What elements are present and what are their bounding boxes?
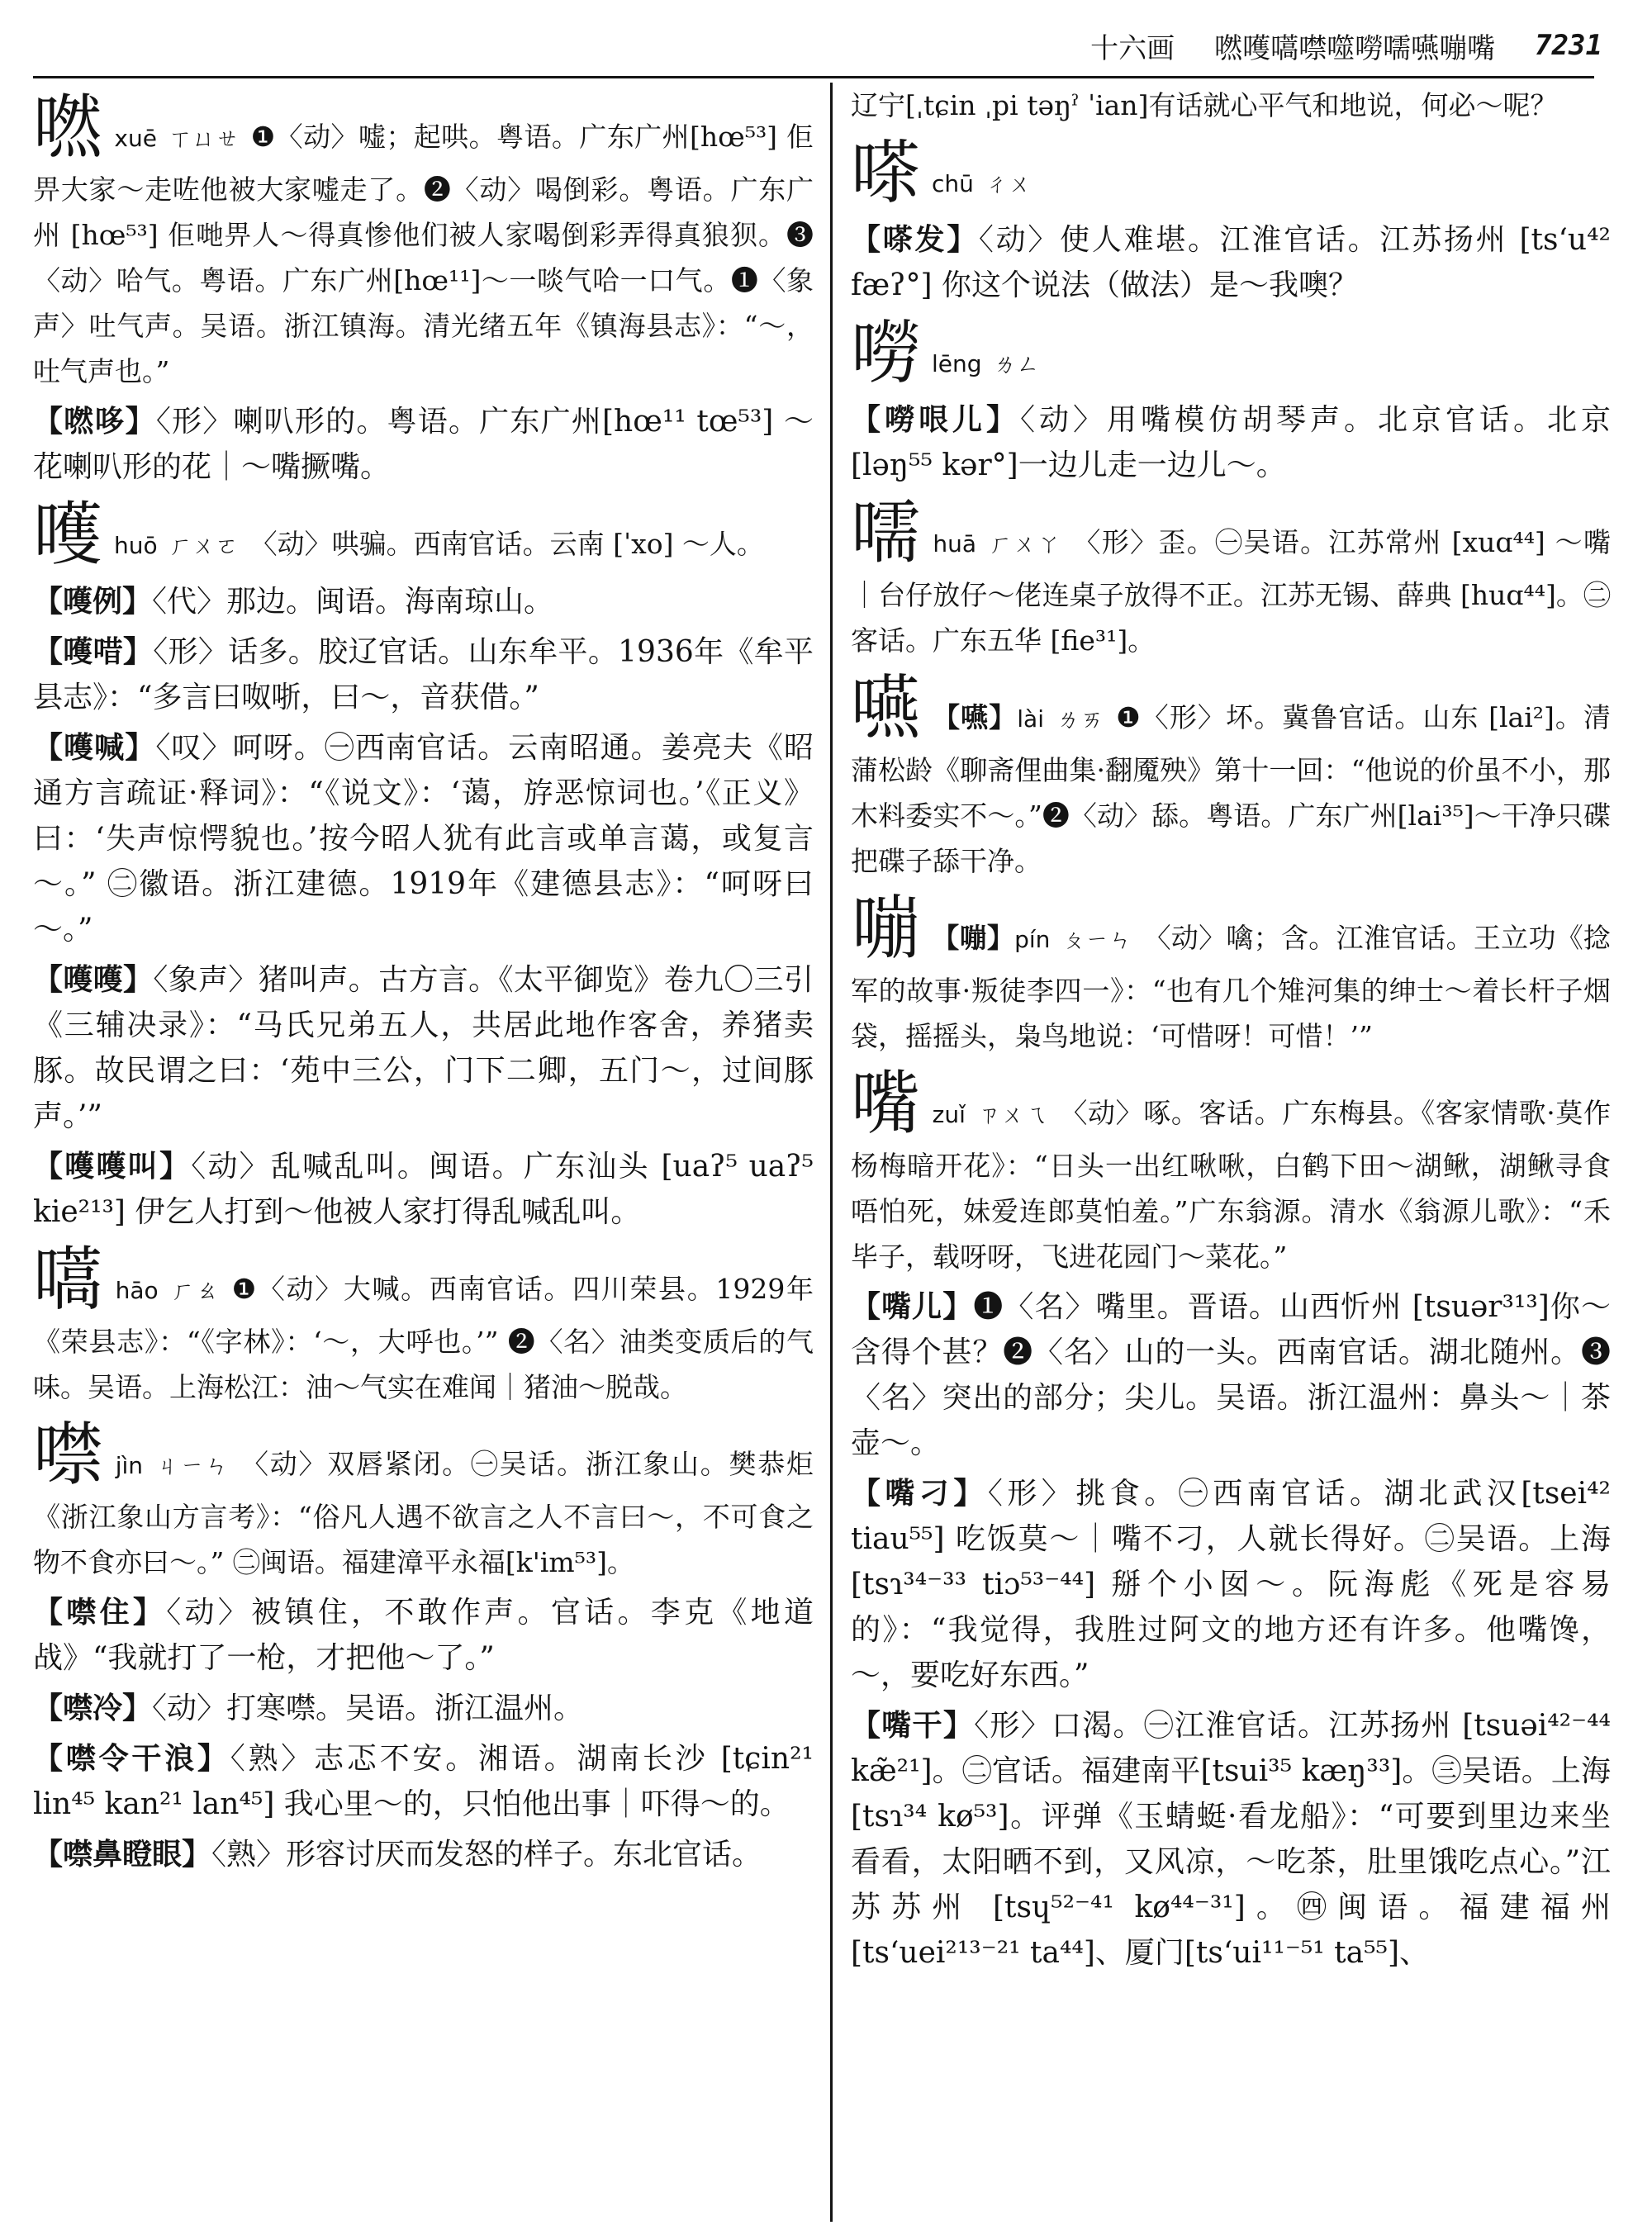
compound-entry [33,957,814,1139]
headword: 【嗏发】 [851,222,979,257]
head-entry [851,1064,1611,1279]
definition-text: 〈代〉那边。闽语。海南琼山。 [152,585,554,619]
zhuyin: ㄒㄩㄝ [168,125,240,152]
header-characters: 嘫嚄嚆噤噬嘮嚅嚥嘣嘴 [1214,31,1496,65]
zhuyin: ㄐㄧㄣ [154,1452,230,1479]
definition-text: ❶〈名〉嘴里。晋语。山西忻州 [tsuər³¹³]你～含得个甚？❷〈名〉山的一头。西南官话。湖北随州。❸〈名〉突出的部分；尖儿。吴语。浙江温州：鼻头～｜茶壶～。 [851,1290,1611,1460]
headword: 【噤冷】 [33,1691,153,1725]
definition-text: 〈熟〉志忑不安。湘语。湖南长沙 [tɕin²¹ lin⁴⁵ kan²¹ lan⁴⁵] 我心里～的，只怕他出事｜吓得～的。 [33,1742,814,1821]
definition-text: 〈动〉乱喊乱叫。闽语。广东汕头 [uaʔ⁵ uaʔ⁵ kie²¹³] 伊乞人打到～他被人家打得乱喊乱叫。 [33,1150,814,1229]
head-character: 嘴 [851,1063,921,1144]
headword: 【噤令干浪】 [33,1741,230,1776]
definition-text: 〈形〉口渴。㊀江淮官话。江苏扬州 [tsuəi⁴²⁻⁴⁴ kæ̃²¹]。㊁官话。福建南平[tsui³⁵ kæŋ³³]。㊂吴语。上海[tsɿ³⁴ kø⁵³]。评弹《玉蜻蜓·看龙船》：“可要到里边来坐看看，太阳晒不到，又风凉，～吃茶，肚里饿吃点心。”江苏苏州 [tsɥ⁵²⁻⁴¹ kø⁴⁴⁻³¹]。㊃闽语。福建福州[tsʻuei²¹³⁻²¹ ta⁴⁴]、厦门[tsʻui¹¹⁻⁵¹ ta⁵⁵]、 [851,1709,1611,1970]
head-character: 嘮 [851,312,921,393]
headword: 【嘮哏儿】 [851,402,1020,437]
pinyin: xuē [114,125,157,152]
head-entry [851,133,1611,212]
zhuyin: ㄌㄥ [993,350,1040,377]
definition-text: 〈动〉哄骗。西南官话。云南 [ˈxo] ～人。 [249,528,764,560]
compound-entry [851,1284,1611,1466]
headword: 【嚄喊】 [33,730,156,765]
pinyin: huā [933,530,976,558]
compound-entry [33,399,814,490]
headword: 【嚄嚄】 [33,962,154,997]
compound-entry [851,217,1611,308]
pinyin: hāo [115,1277,159,1304]
zhuyin: ㄏㄠ [169,1277,221,1304]
pinyin: huō [114,532,158,559]
headword: 【嘴干】 [851,1708,975,1743]
head-character: 噤 [33,1414,104,1495]
right-column [851,83,1611,1981]
column-divider [830,83,833,2222]
head-entry [33,88,814,394]
definition-text: 〈熟〉形容讨厌而发怒的样子。东北官话。 [211,1838,762,1872]
head-entry [851,313,1611,392]
headword: 【嘴刁】 [851,1476,988,1511]
definition-text: 〈形〉喇叭形的。粤语。广东广州[hœ¹¹ tœ⁵³] ～花喇叭形的花｜～嘴撅嘴。 [33,405,814,484]
headword: 【嚄例】 [33,584,153,619]
definition-text: 〈动〉噙；含。江淮官话。王立功《捻军的故事·叛徒李四一》：“也有几个雉河集的绅士～着长杆子烟袋，摇摇头，枭鸟地说：‘可惜呀！可惜！’” [851,922,1611,1052]
definition-text: 〈动〉用嘴模仿胡琴声。北京官话。北京 [ləŋ⁵⁵ kər°]一边儿走一边儿～。 [851,403,1611,482]
compound-entry [851,1471,1611,1698]
headword: 【嚄唶】 [33,634,154,669]
zhuyin: ㄌㄞ [1055,705,1105,733]
page-number: 7231 [1535,29,1602,62]
definition-text: 〈形〉挑食。㊀西南官话。湖北武汉[tsei⁴² tiau⁵⁵] 吃饭莫～｜嘴不刁，人就长得好。㊁吴语。上海 [tsɿ³⁴⁻³³ tiɔ⁵³⁻⁴⁴] 掰个小囡～。阮海彪《死是容易的》：“我觉得，我胜过阿文的地方还有许多。他嘴馋，～，要吃好东西。” [851,1477,1611,1692]
zhuyin: ㄔㄨ [985,170,1032,197]
head-character: 嘫 [33,87,103,168]
compound-entry [33,1736,814,1827]
head-character: 嚆 [33,1239,104,1320]
head-entry [851,493,1611,663]
definition-text: 〈动〉啄。客话。广东梅县。《客家情歌·莫作杨梅暗开花》：“日头一出红啾啾，白鹤下田～湖鳅，湖鳅寻食唔怕死，妹爱连郎莫怕羞。”广东翁源。清水《翁源儿歌》：“禾毕子，载呀呀，飞进花园门～菜花。” [851,1097,1611,1273]
head-entry [851,668,1611,884]
definition-text: ❶〈动〉嘘；起哄。粤语。广东广州[hœ⁵³] 佢畀大家～走咗他被大家嘘走了。❷〈动〉喝倒彩。粤语。广东广州 [hœ⁵³] 佢哋畀人～得真惨他们被人家喝倒彩弄得真狼狈。❸〈动〉哈气。粤语。广东广州[hœ¹¹]～一啖气哈一口气。❶〈象声〉吐气声。吴语。浙江镇海。清光绪五年《镇海县志》：“～，吐气声也。” [33,121,814,387]
headword: 【嘫哆】 [33,404,156,439]
page-header [0,17,1602,74]
definition-text: 〈形〉歪。㊀吴语。江苏常州 [xuɑ⁴⁴] ～嘴｜台仔放仔～佬连桌子放得不正。江苏无锡、薛典 [huɑ⁴⁴]。㊁客话。广东五华 [fie³¹]。 [851,526,1611,657]
compound-entry [851,397,1611,488]
pinyin: lēng [932,350,982,377]
definition-text: 〈动〉打寒噤。吴语。浙江温州。 [152,1691,584,1725]
headword: 【噤鼻瞪眼】 [33,1837,212,1872]
headword: 【噤住】 [33,1595,167,1630]
pinyin: pín [1014,926,1051,953]
left-column [33,83,814,1882]
head-character: 嚅 [851,492,922,573]
zhuyin: ㄏㄨㄚ [988,530,1062,558]
definition-text: 〈象声〉猪叫声。古方言。《太平御览》卷九〇三引《三辅决录》：“马氏兄弟五人，共居此地作客舍，养猪卖豚。故民谓之曰：‘苑中三公，门下二卿，五门～，过间豚声。’” [33,963,814,1133]
compound-entry [851,1703,1611,1976]
head-character: 嚄 [33,494,103,575]
definition-text: ❶〈动〉大喊。西南官话。四川荣县。1929年《荣县志》：“《字林》：‘～，大呼也。’” ❷〈名〉油类变质后的气味。吴语。上海松江：油～气实在难闻｜猪油～脱哉。 [33,1273,814,1403]
zhuyin: ㄗㄨㄟ [976,1101,1049,1128]
variant-form: 【嘣】 [932,922,1015,954]
head-entry [33,1240,814,1410]
header-rule [33,76,1594,78]
head-entry [33,495,814,574]
stroke-count: 十六画 [1090,31,1175,65]
definition-text: ❶〈形〉坏。冀鲁官话。山东 [lai²]。清蒲松龄《聊斋俚曲集·翻魇殃》第十一回：“他说的价虽不小，那木料委实不～。”❷〈动〉舔。粤语。广东广州[lai³⁵]～干净只碟把碟子舔干净。 [851,701,1611,877]
continued-entry [851,83,1611,128]
definition-text: 〈形〉话多。胶辽官话。山东牟平。1936年《牟平县志》：“多言曰呶哳，曰～，音获借。” [33,635,814,714]
definition-text: 〈动〉双唇紧闭。㊀吴话。浙江象山。樊恭炬《浙江象山方言考》：“俗凡人遇不欲言之人不言曰～，不可食之物不食亦曰～。” ㊁闽语。福建漳平永福[k'im⁵³]。 [33,1448,814,1578]
pinyin: jìn [115,1452,144,1479]
definition-text: 辽宁[ˌtɕin ˌpi təŋˀ ˈian]有话就心平气和地说，何必～呢？ [851,89,1558,121]
compound-entry [33,725,814,952]
compound-entry [33,1832,814,1877]
headword: 【嘴儿】 [851,1289,974,1324]
head-entry [33,1415,814,1585]
pinyin: chū [932,170,974,197]
pinyin: zuǐ [932,1101,966,1128]
pinyin: lài [1017,705,1044,733]
head-character: 嘣 [851,888,921,969]
headword: 【嚄嚄叫】 [33,1149,192,1184]
compound-entry [33,629,814,720]
definition-text: 〈动〉使人难堪。江淮官话。江苏扬州 [tsʻu⁴² fæʔ°] 你这个说法（做法）是～我噢？ [851,223,1611,302]
head-entry [851,889,1611,1059]
definition-text: 〈动〉被镇住，不敢作声。官话。李克《地道战》“我就打了一枪，才把他～了。” [33,1596,814,1675]
variant-form: 【嚥】 [933,701,1018,733]
zhuyin: ㄏㄨㄛ [169,532,239,559]
compound-entry [33,1144,814,1235]
compound-entry [33,1686,814,1731]
compound-entry [33,579,814,624]
definition-text: 〈叹〉呵呀。㊀西南官话。云南昭通。姜亮夫《昭通方言疏证·释词》：“《说文》：‘蔼，斿恶惊词也。’《正义》曰：‘失声惊愕貌也。’按今昭人犹有此言或单言蔼，或复言～。” ㊁徽语。浙江建德。1919年《建德县志》：“呵呀曰～。” [33,731,814,947]
head-character: 嗏 [851,132,921,213]
head-character: 嚥 [851,667,922,748]
zhuyin: ㄆㄧㄣ [1061,926,1132,953]
compound-entry [33,1590,814,1681]
